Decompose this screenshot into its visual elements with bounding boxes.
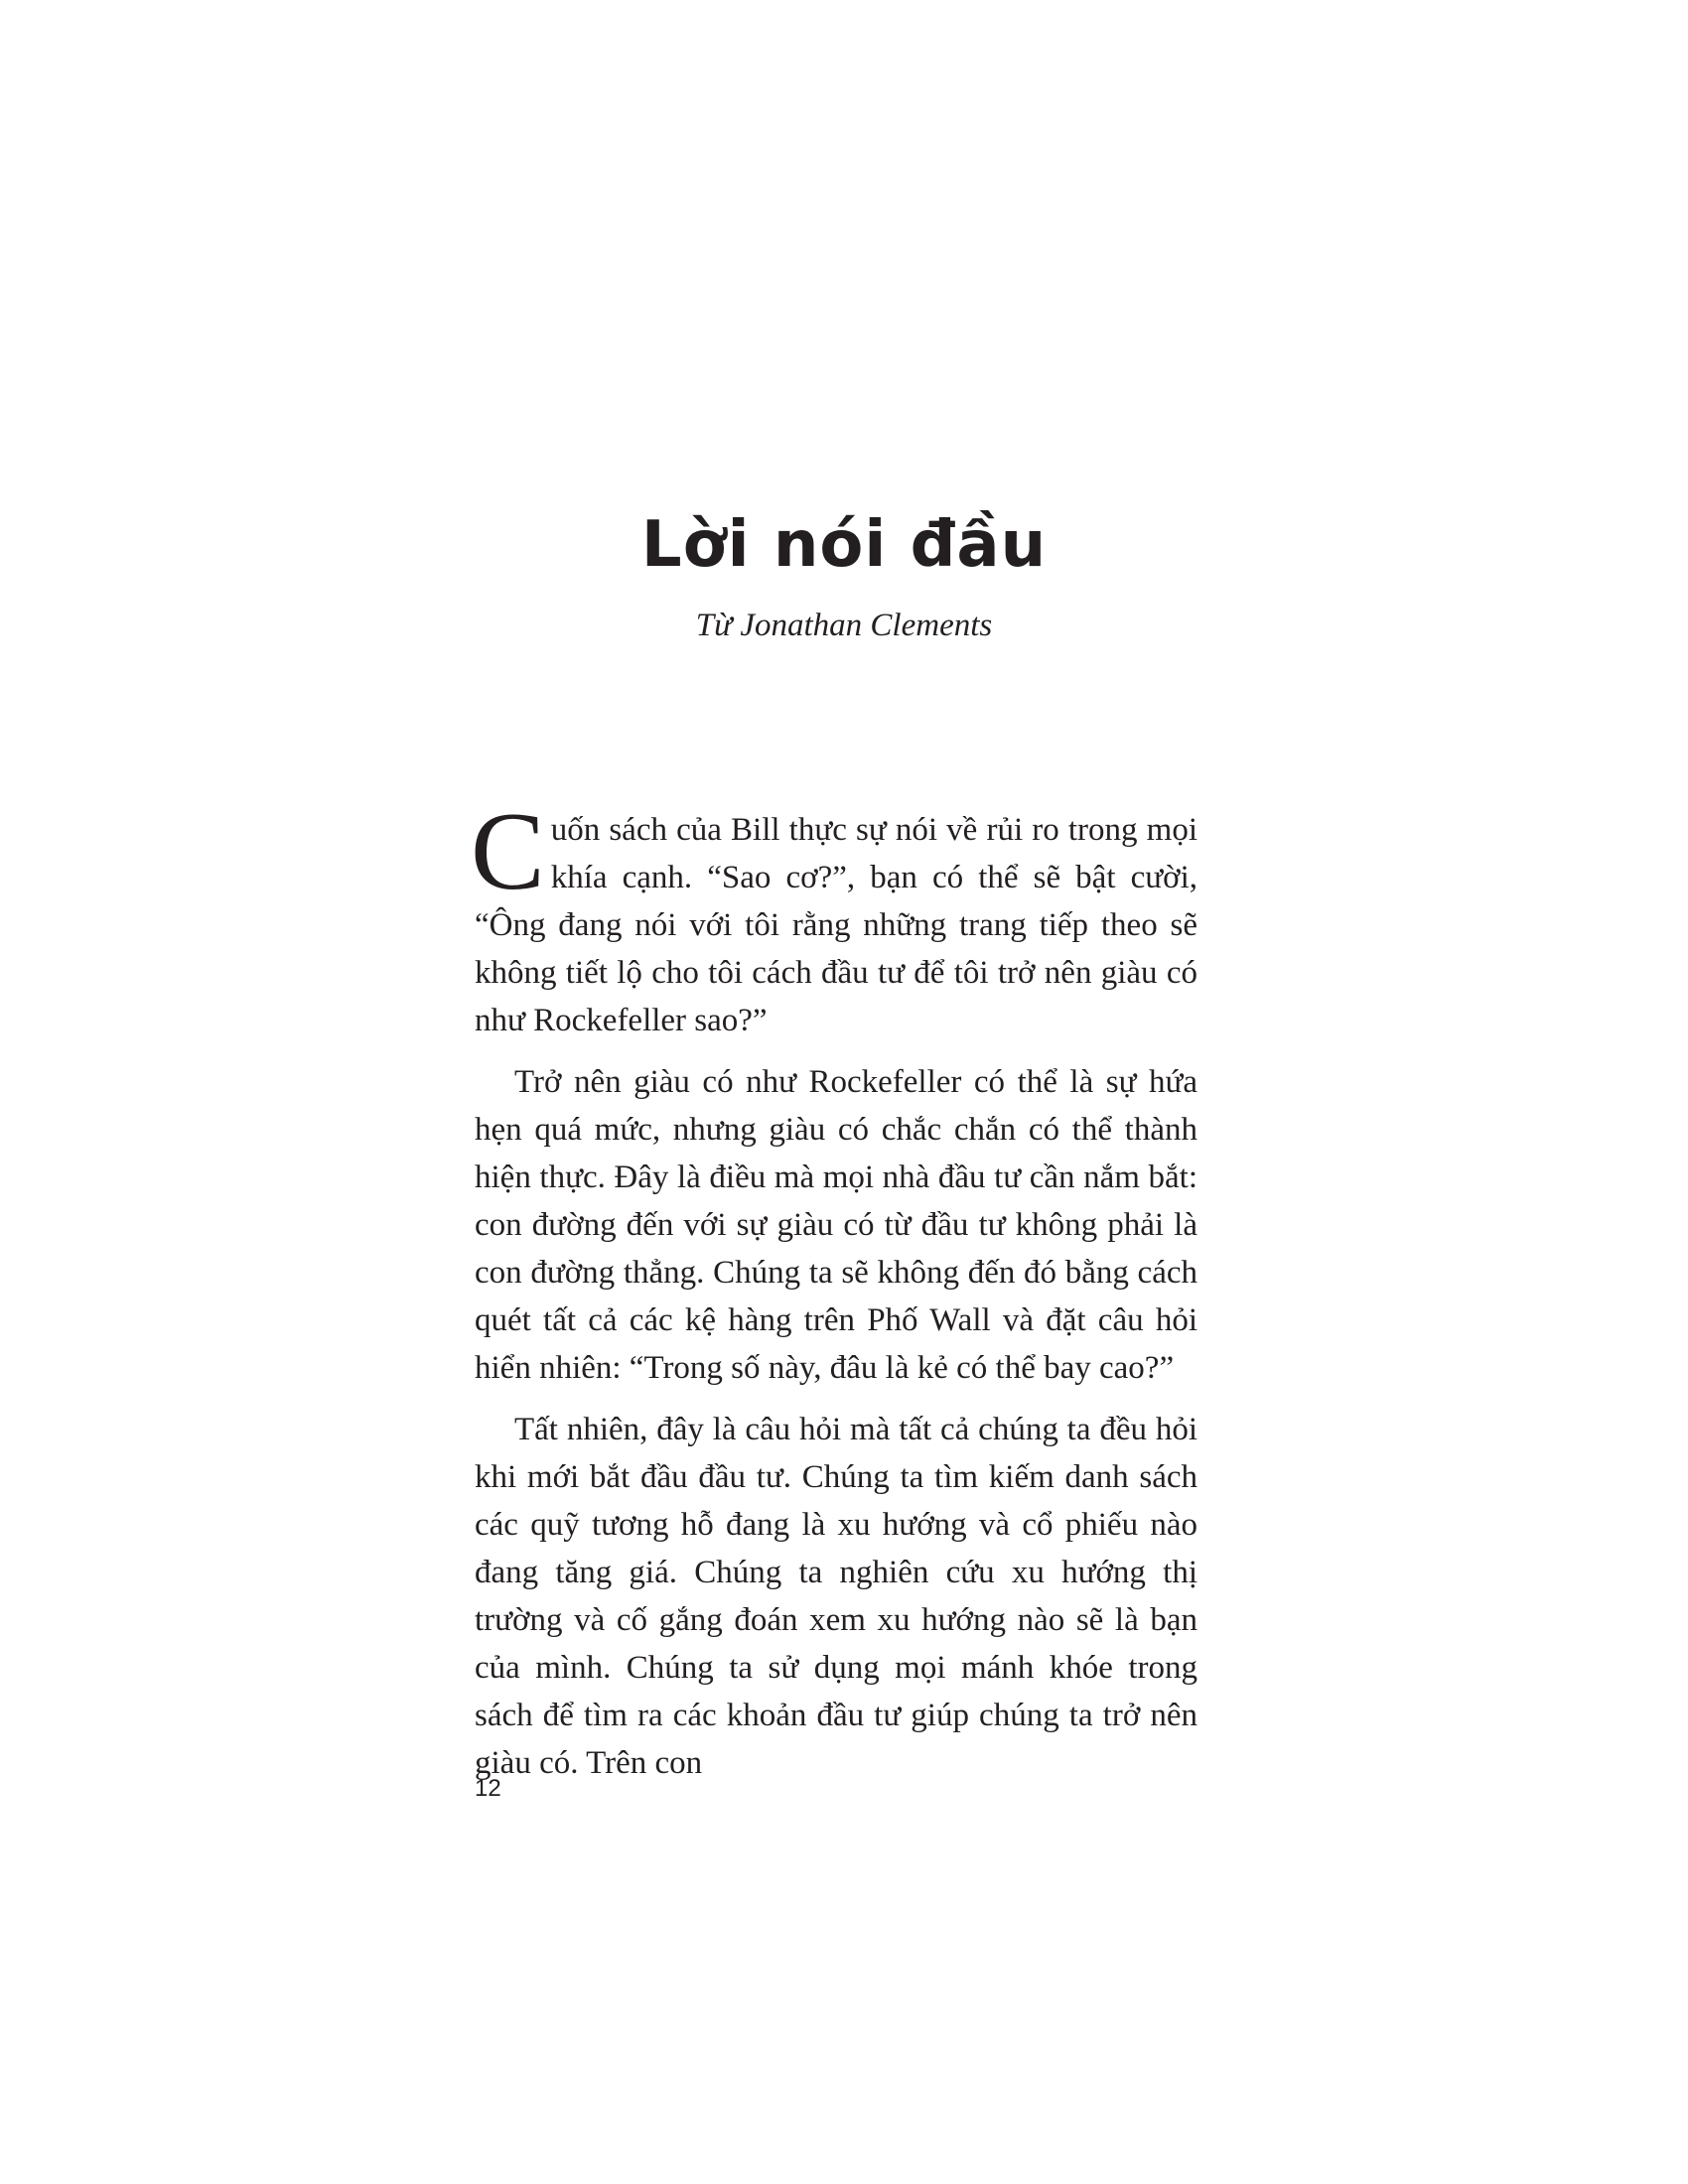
paragraph-2: Trở nên giàu có như Rockefeller có thể là sự hứa hẹn quá mức, nhưng giàu có chắc chắn có thể thành hiện thực. Đây là điều mà mọi nhà đầu tư cần nắm bắt: con đường đến với sự giàu có từ đầu tư không phải là con đường thẳng. Chúng ta sẽ không đến đó bằng cách quét tất cả các kệ hàng trên Phố Wall và đặt câu hỏi hiển nhiên: “Trong số này, đâu là kẻ có thể bay cao?” [475, 1064, 1197, 1386]
paragraph-3: Tất nhiên, đây là câu hỏi mà tất cả chúng ta đều hỏi khi mới bắt đầu đầu tư. Chúng ta tìm kiếm danh sách các quỹ tương hỗ đang là xu hướng và cổ phiếu nào đang tăng giá. Chúng ta nghiên cứu xu hướng thị trường và cố gắng đoán xem xu hướng nào sẽ là bạn của mình. Chúng ta sử dụng mọi mánh khóe trong sách để tìm ra các khoản đầu tư giúp chúng ta trở nên giàu có. Trên con [475, 1412, 1197, 1781]
body-text [471, 790, 1197, 1801]
paragraph-1 [471, 790, 1197, 1044]
page-number: 12 [475, 1775, 501, 1802]
paragraph-1-text: uốn sách của Bill thực sự nói về rủi ro trong mọi khía cạnh. “Sao cơ?”, bạn có thể sẽ bật cười, “Ông đang nói với tôi rằng những trang tiếp theo sẽ không tiết lộ cho tôi cách đầu tư để tôi trở nên giàu có như Rockefeller sao?” [475, 812, 1197, 1038]
chapter-subtitle: Từ Jonathan Clements [695, 608, 993, 643]
chapter-title: Lời nói đầu [640, 508, 1048, 582]
drop-cap: C [471, 790, 545, 913]
